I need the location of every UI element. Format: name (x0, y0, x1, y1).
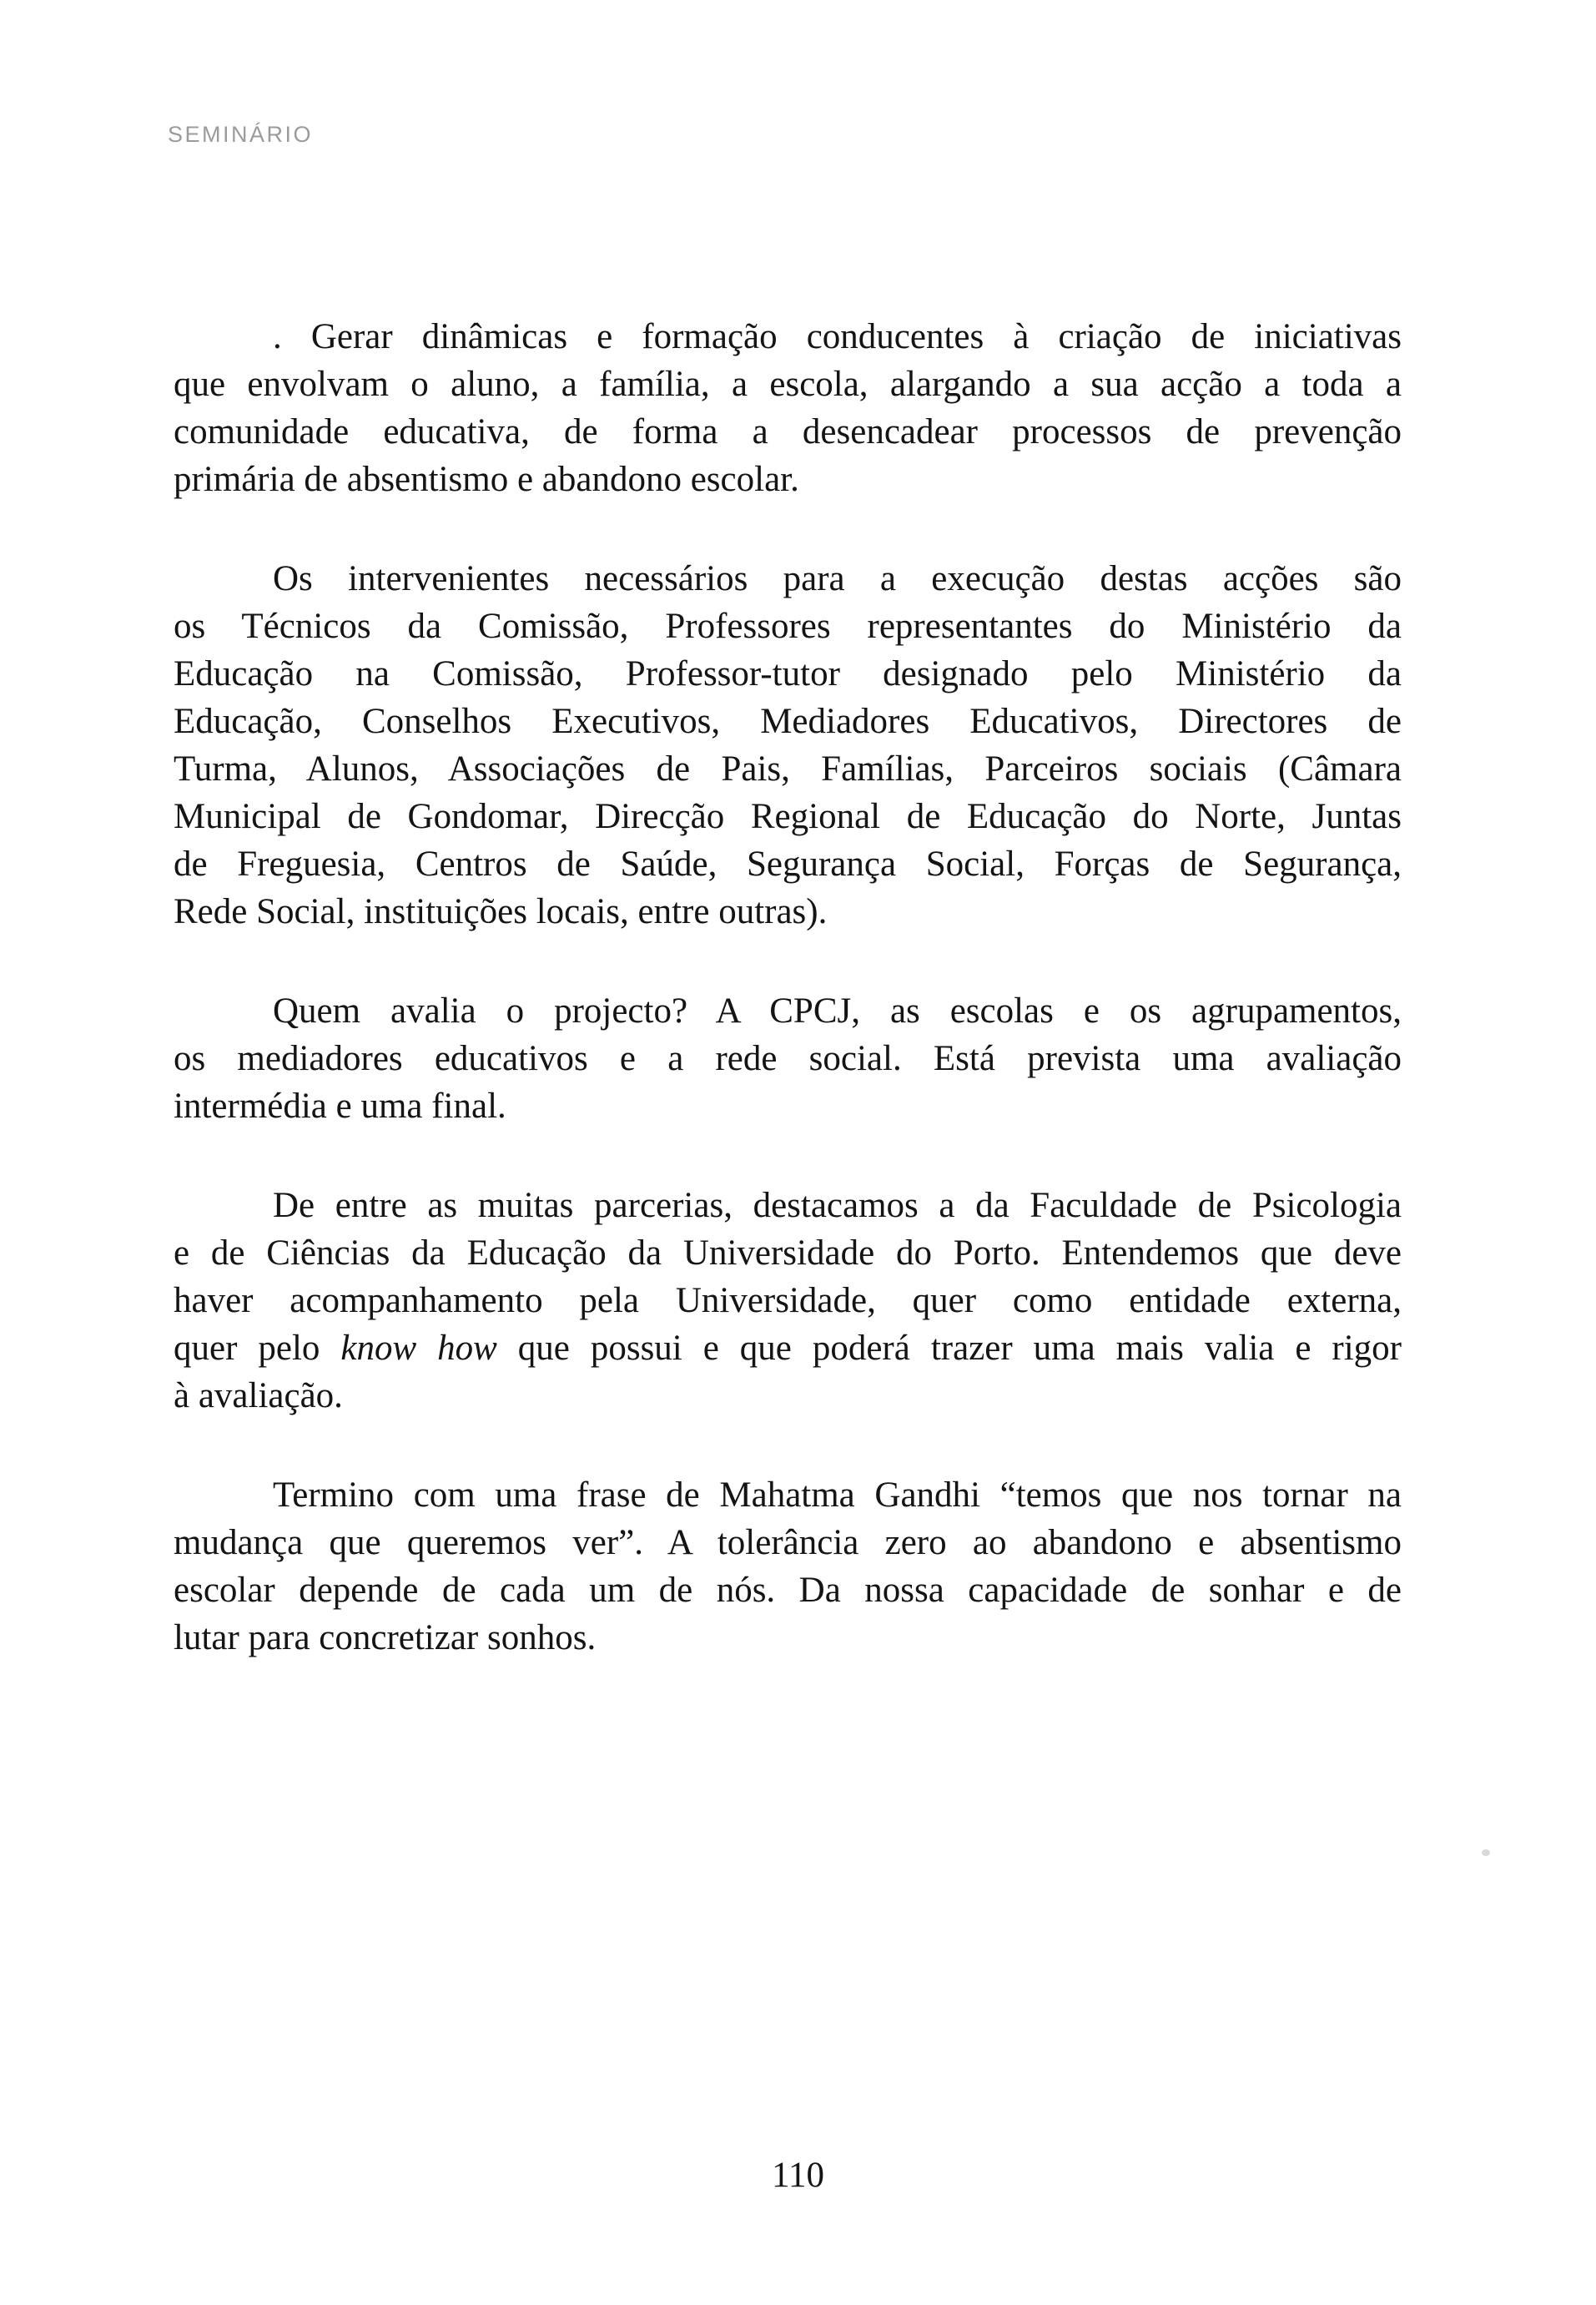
italic-phrase: know how (340, 1329, 497, 1368)
running-header: SEMINÁRIO (168, 122, 314, 147)
text-line (174, 745, 1402, 793)
text-line (174, 888, 1402, 936)
text-segment: Rede Social, instituições locais, entre outras). (174, 892, 828, 931)
text-segment: Municipal de Gondomar, Direcção Regional de Educação do Norte, Juntas (174, 797, 1402, 836)
page-number: 110 (772, 2156, 824, 2195)
text-segment: Termino com uma frase de Mahatma Gandhi “temos que nos tornar na (273, 1475, 1402, 1515)
text-line (174, 1277, 1402, 1324)
text-line (174, 555, 1402, 603)
text-line (174, 361, 1402, 408)
text-segment: . Gerar dinâmicas e formação conducentes à criação de iniciativas (273, 317, 1402, 356)
paragraph (174, 555, 1402, 936)
text-line (174, 698, 1402, 745)
text-line (174, 1471, 1402, 1519)
text-line (174, 1566, 1402, 1614)
text-segment: Turma, Alunos, Associações de Pais, Famílias, Parceiros sociais (Câmara (174, 749, 1402, 789)
paragraph (174, 1471, 1402, 1662)
text-line (174, 1182, 1402, 1229)
text-line (174, 1324, 1402, 1372)
text-segment: Os intervenientes necessários para a execução destas acções são (273, 559, 1402, 598)
text-segment: lutar para concretizar sonhos. (174, 1618, 597, 1657)
text-segment: quer pelo (174, 1329, 341, 1368)
scan-artifact-dot (1482, 1849, 1490, 1856)
body-text-block (174, 313, 1402, 1713)
text-segment: de Freguesia, Centros de Saúde, Segurança Social, Forças de Segurança, (174, 845, 1402, 884)
text-segment: escolar depende de cada um de nós. Da nossa capacidade de sonhar e de (174, 1571, 1402, 1610)
text-segment: comunidade educativa, de forma a desencadear processos de prevenção (174, 412, 1402, 451)
paragraph (174, 987, 1402, 1130)
text-segment: primária de absentismo e abandono escolar. (174, 460, 799, 499)
text-line (174, 456, 1402, 503)
text-segment: Educação, Conselhos Executivos, Mediadores Educativos, Directores de (174, 702, 1402, 741)
text-segment: que possui e que poderá trazer uma mais valia e rigor (496, 1329, 1402, 1368)
text-line (174, 408, 1402, 456)
text-segment: intermédia e uma final. (174, 1087, 506, 1126)
text-line (174, 1519, 1402, 1566)
text-segment: haver acompanhamento pela Universidade, quer como entidade externa, (174, 1281, 1402, 1320)
text-segment: mudança que queremos ver”. A tolerância zero ao abandono e absentismo (174, 1523, 1402, 1562)
text-line (174, 313, 1402, 361)
text-line (174, 1614, 1402, 1662)
text-line (174, 793, 1402, 840)
text-segment: Educação na Comissão, Professor-tutor designado pelo Ministério da (174, 654, 1402, 694)
text-line (174, 1035, 1402, 1082)
paragraph (174, 1182, 1402, 1420)
text-segment: os Técnicos da Comissão, Professores representantes do Ministério da (174, 607, 1402, 646)
text-segment: Quem avalia o projecto? A CPCJ, as escolas e os agrupamentos, (273, 991, 1402, 1031)
paragraph (174, 313, 1402, 503)
text-segment: à avaliação. (174, 1376, 343, 1415)
text-line (174, 650, 1402, 698)
text-segment: e de Ciências da Educação da Universidade do Porto. Entendemos que deve (174, 1233, 1402, 1273)
text-segment: que envolvam o aluno, a família, a escola, alargando a sua acção a toda a (174, 365, 1402, 404)
text-line (174, 603, 1402, 650)
text-line (174, 1229, 1402, 1277)
text-line (174, 1372, 1402, 1420)
text-segment: De entre as muitas parcerias, destacamos a da Faculdade de Psicologia (273, 1186, 1402, 1225)
text-line (174, 840, 1402, 888)
text-line (174, 1082, 1402, 1130)
text-segment: os mediadores educativos e a rede social. Está prevista uma avaliação (174, 1039, 1402, 1078)
text-line (174, 987, 1402, 1035)
